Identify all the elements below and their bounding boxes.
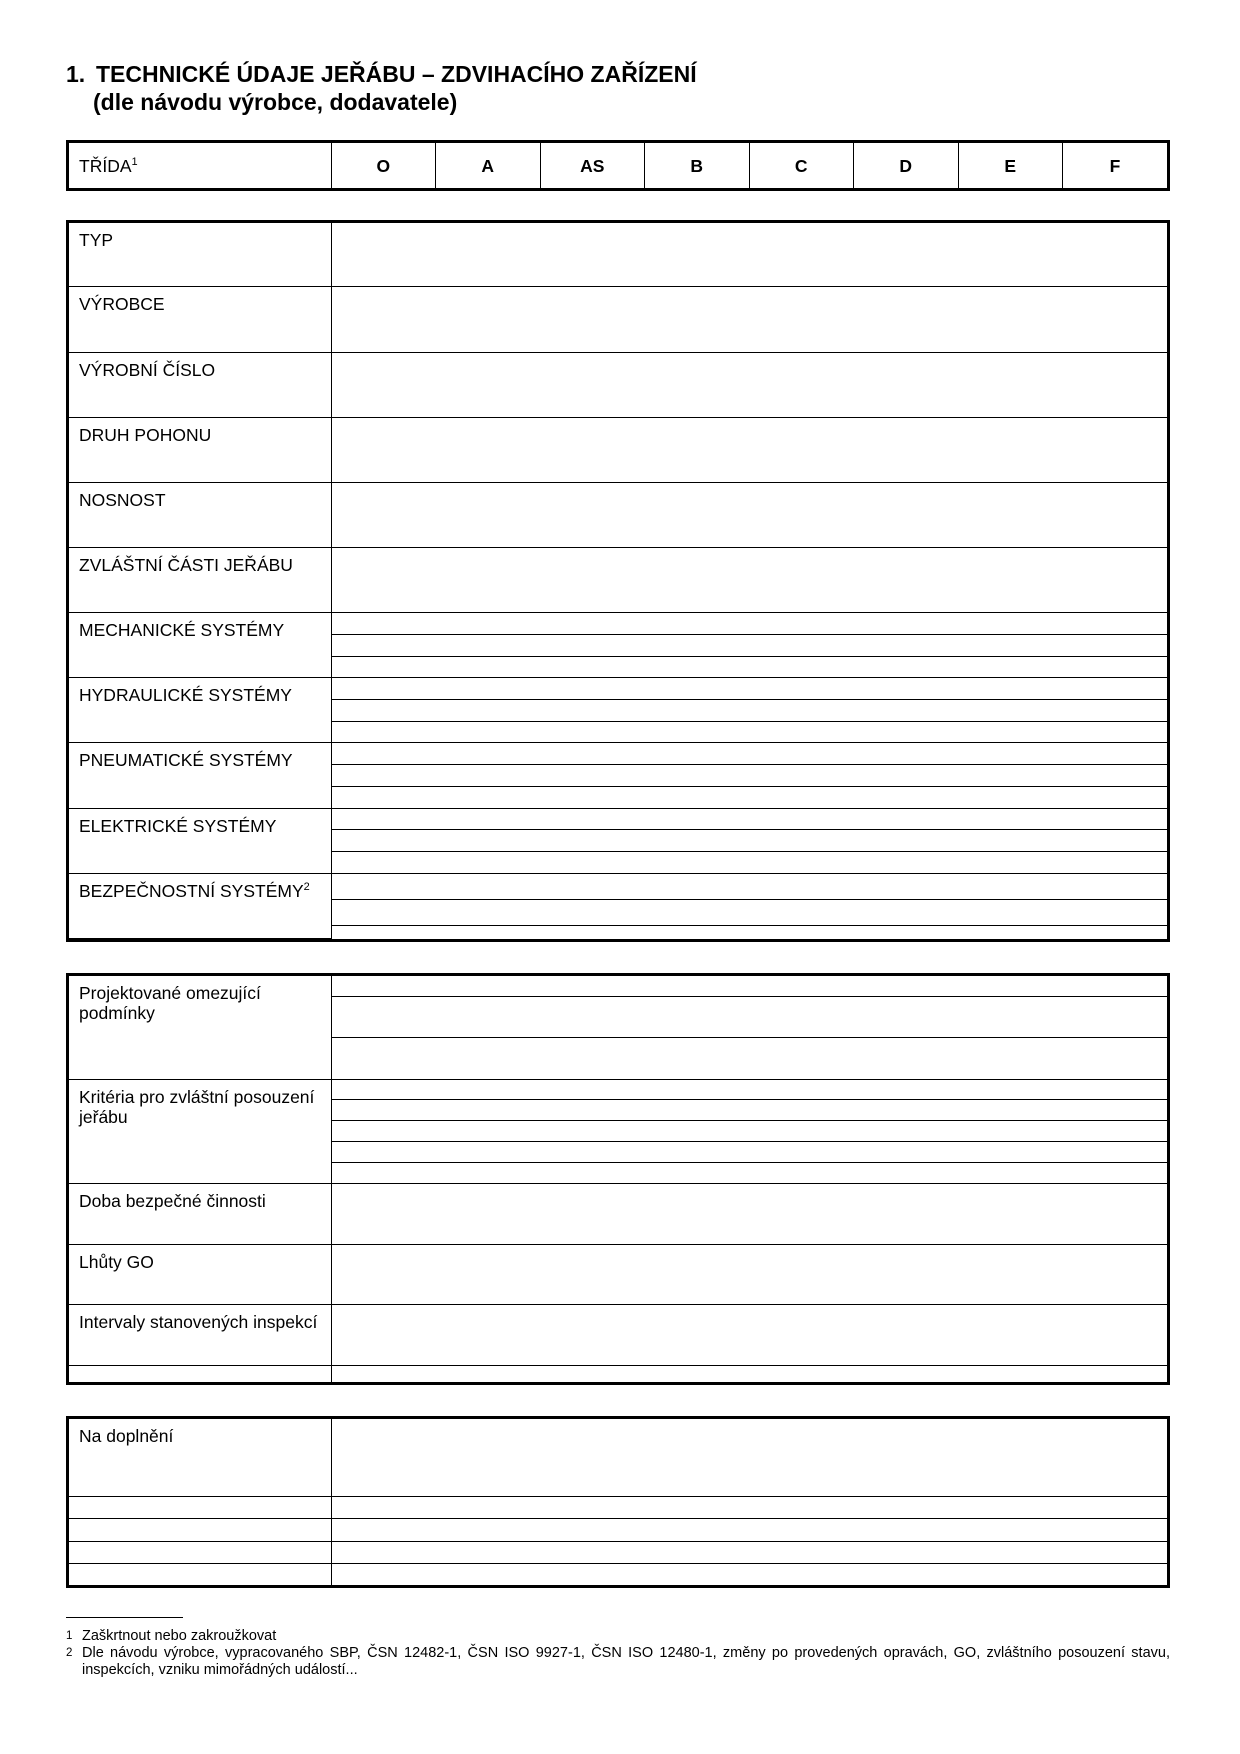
footnote-mark: 2: [66, 1647, 73, 1659]
mechanical-systems-field-3[interactable]: [331, 656, 1167, 678]
safety-systems-field-3[interactable]: [331, 925, 1167, 938]
special-parts-label: ZVLÁŠTNÍ ČÁSTI JEŘÁBU: [69, 548, 331, 613]
safety-systems-field-2[interactable]: [331, 899, 1167, 925]
notes-label-cell-2[interactable]: [69, 1496, 331, 1519]
class-table: [66, 140, 1170, 191]
pneumatic-systems-label: PNEUMATICKÉ SYSTÉMY: [69, 743, 331, 808]
pneumatic-systems-field-1[interactable]: [331, 743, 1167, 765]
electrical-systems-field-3[interactable]: [331, 852, 1167, 874]
notes-label-cell-3[interactable]: [69, 1519, 331, 1542]
page-title: [66, 60, 1166, 116]
notes-field-5[interactable]: [331, 1564, 1167, 1585]
mechanical-systems-field-2[interactable]: [331, 634, 1167, 656]
hydraulic-systems-field-2[interactable]: [331, 700, 1167, 722]
footnote-1: [66, 1628, 1170, 1645]
class-option-a[interactable]: A: [436, 143, 541, 188]
criteria-field-3[interactable]: [331, 1121, 1167, 1142]
electrical-systems-field-2[interactable]: [331, 830, 1167, 852]
footnote-text: Dle návodu výrobce, vypracovaného SBP, ČSN 12482-1, ČSN ISO 9927-1, ČSN ISO 12480-1, změny po provedených opravách, GO, zvláštního posouzení stavu, inspekcích, vzniku mimořádných událostí...: [82, 1645, 1170, 1678]
special-assessment-criteria-label: Kritéria pro zvláštní posouzení jeřábu: [69, 1079, 331, 1183]
design-limits-field-2[interactable]: [331, 997, 1167, 1038]
serial-number-field[interactable]: [331, 352, 1167, 417]
footnote-divider: [66, 1617, 183, 1618]
blank-label-cell: [69, 1366, 331, 1382]
manufacturer-label: VÝROBCE: [69, 287, 331, 352]
design-limits-field-3[interactable]: [331, 1038, 1167, 1079]
pneumatic-systems-field-3[interactable]: [331, 786, 1167, 808]
type-field[interactable]: [331, 223, 1167, 287]
safe-operation-period-label: Doba bezpečné činnosti: [69, 1183, 331, 1244]
notes-field-4[interactable]: [331, 1541, 1167, 1564]
notes-label-cell-5[interactable]: [69, 1564, 331, 1585]
class-option-c[interactable]: C: [749, 143, 854, 188]
safety-systems-label: BEZPEČNOSTNÍ SYSTÉMY$^2$: [69, 873, 331, 938]
notes-table: [66, 1416, 1170, 1588]
footnotes: [66, 1628, 1170, 1679]
notes-field-3[interactable]: [331, 1519, 1167, 1542]
class-option-o[interactable]: O: [331, 143, 436, 188]
drive-type-label: DRUH POHONU: [69, 417, 331, 482]
hydraulic-systems-field-1[interactable]: [331, 678, 1167, 700]
footnote-ref-1: 1: [131, 155, 138, 168]
mechanical-systems-label: MECHANICKÉ SYSTÉMY: [69, 613, 331, 678]
class-option-e[interactable]: E: [958, 143, 1063, 188]
pneumatic-systems-field-2[interactable]: [331, 765, 1167, 787]
serial-number-label: VÝROBNÍ ČÍSLO: [69, 352, 331, 417]
class-option-d[interactable]: D: [854, 143, 959, 188]
capacity-label: NOSNOST: [69, 482, 331, 547]
section-number: 1.: [66, 61, 86, 87]
footnote-2: [66, 1645, 1170, 1679]
special-parts-field[interactable]: [331, 548, 1167, 613]
details-table: [66, 220, 1170, 942]
design-limits-label: Projektované omezující podmínky: [69, 976, 331, 1079]
go-deadlines-field[interactable]: [331, 1244, 1167, 1305]
type-label: TYP: [69, 223, 331, 287]
design-limits-field-1[interactable]: [331, 976, 1167, 997]
criteria-field-5[interactable]: [331, 1162, 1167, 1183]
class-option-f[interactable]: F: [1063, 143, 1168, 188]
criteria-field-2[interactable]: [331, 1100, 1167, 1121]
hydraulic-systems-field-3[interactable]: [331, 721, 1167, 743]
notes-field-2[interactable]: [331, 1496, 1167, 1519]
electrical-systems-field-1[interactable]: [331, 808, 1167, 830]
footnote-ref-2: 2: [303, 880, 310, 893]
title-line-2: (dle návodu výrobce, dodavatele): [93, 89, 458, 115]
electrical-systems-label: ELEKTRICKÉ SYSTÉMY: [69, 808, 331, 873]
blank-field[interactable]: [331, 1366, 1167, 1382]
notes-label-cell-4[interactable]: [69, 1541, 331, 1564]
inspection-intervals-label: Intervaly stanovených inspekcí: [69, 1305, 331, 1366]
drive-type-field[interactable]: [331, 417, 1167, 482]
footnote-text: Zaškrtnout nebo zakroužkovat: [82, 1628, 277, 1644]
criteria-field-1[interactable]: [331, 1079, 1167, 1100]
inspection-intervals-field[interactable]: [331, 1305, 1167, 1366]
safe-operation-period-field[interactable]: [331, 1183, 1167, 1244]
capacity-field[interactable]: [331, 482, 1167, 547]
hydraulic-systems-label: HYDRAULICKÉ SYSTÉMY: [69, 678, 331, 743]
safety-systems-field-1[interactable]: [331, 873, 1167, 899]
class-option-as[interactable]: AS: [540, 143, 645, 188]
class-label: TŘÍDA$^1$: [69, 143, 331, 188]
notes-label: Na doplnění: [69, 1419, 331, 1496]
mechanical-systems-field-1[interactable]: [331, 613, 1167, 635]
go-deadlines-label: Lhůty GO: [69, 1244, 331, 1305]
notes-field-1[interactable]: [331, 1419, 1167, 1496]
class-option-b[interactable]: B: [645, 143, 750, 188]
manufacturer-field[interactable]: [331, 287, 1167, 352]
criteria-field-4[interactable]: [331, 1142, 1167, 1163]
footnote-mark: 1: [66, 1630, 73, 1642]
limits-table: [66, 973, 1170, 1385]
title-line-1: TECHNICKÉ ÚDAJE JEŘÁBU – ZDVIHACÍHO ZAŘÍZENÍ: [96, 61, 697, 87]
